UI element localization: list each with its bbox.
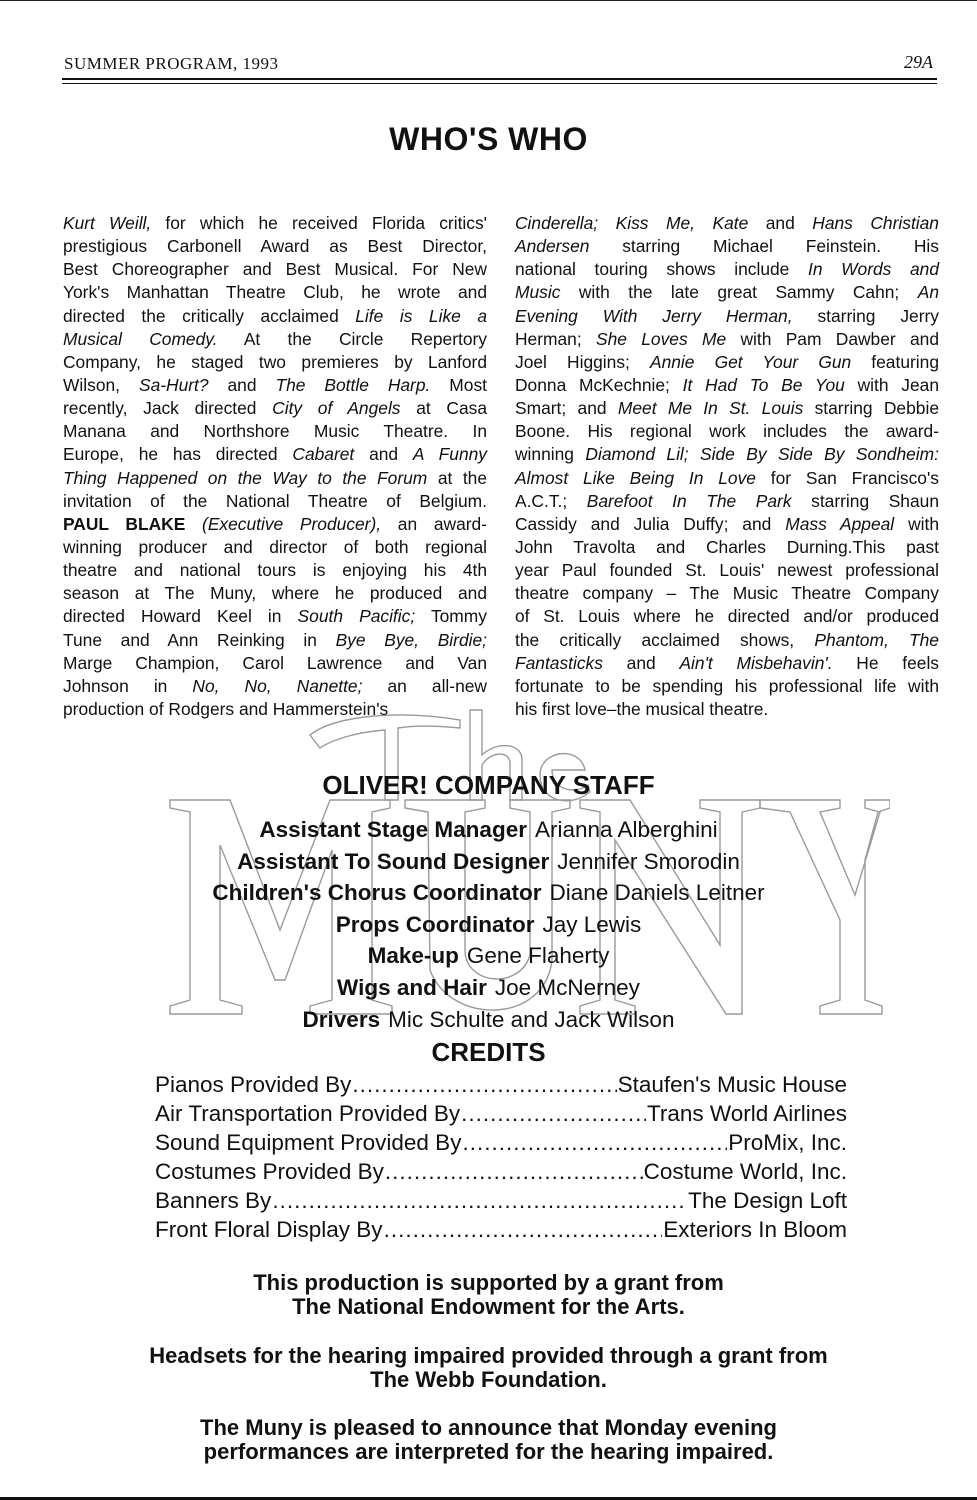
text-line (515, 536, 939, 559)
text-line (515, 305, 939, 328)
show-title: Hans Christian (812, 213, 939, 233)
text-run: Donna McKechnie; (515, 374, 683, 395)
show-title: Kurt Weill, (63, 213, 152, 233)
bio-column-left (63, 212, 487, 721)
credit-label: Air Transportation Provided By (155, 1101, 461, 1127)
text-run: Tommy (415, 606, 487, 627)
show-title: A Funny (412, 444, 487, 465)
text-line (63, 582, 487, 605)
staff-person: Jennifer Smorodin (557, 848, 740, 874)
text-run: an award- (381, 513, 487, 534)
staff-role: Children's Chorus Coordinator (212, 880, 542, 906)
show-title: City of Angels (272, 398, 401, 419)
webb-foundation-note (0, 1344, 977, 1391)
dot-leader (385, 1157, 643, 1186)
note-line: The National Endowment for the Arts. (292, 1293, 685, 1319)
staff-person: Joe McNerney (494, 974, 640, 1000)
show-title: Evening With Jerry Herman, (515, 305, 793, 326)
scan-edge-top (0, 0, 977, 1)
text-line (63, 351, 487, 374)
text-line (63, 629, 487, 652)
text-run: the critically acclaimed shows, (515, 629, 815, 650)
text-run: season at The Muny, where he produced and (63, 583, 487, 604)
text-run: John Travolta and Charles Durning.This past (515, 536, 939, 557)
note-line: The Muny is pleased to announce that Monday evening (200, 1415, 777, 1440)
note-line: This production is supported by a grant from (253, 1270, 724, 1295)
text-run: A.C.T.; (515, 490, 587, 511)
text-run: starring Jerry (792, 305, 939, 326)
text-run: theatre company – The Music Theatre Company (515, 583, 939, 604)
text-run: production of Rodgers and Hammerstein's (63, 698, 389, 719)
staff-person: Diane Daniels Leitner (549, 880, 765, 906)
show-title: No, No, Nanette; (192, 675, 363, 696)
text-line (515, 559, 939, 582)
text-run: an all-new (362, 675, 487, 696)
show-title: She Loves Me (596, 328, 727, 349)
text-run: and (748, 213, 813, 233)
text-line (63, 698, 487, 721)
text-line (63, 536, 487, 559)
show-title: Sa-Hurt? (138, 374, 209, 395)
staff-row (0, 909, 977, 941)
text-run: at the (427, 467, 488, 488)
credit-row (155, 1070, 847, 1099)
show-title: Thing Happened on the Way to the Forum (63, 467, 428, 488)
header-rule-thin (62, 83, 937, 84)
text-run: for which he received Florida critics' (151, 213, 487, 233)
text-line (63, 420, 487, 443)
text-run: fortunate to be spending his professional life with (515, 675, 939, 696)
hearing-impaired-note (0, 1416, 977, 1463)
text-line (515, 513, 939, 536)
text-line (515, 351, 939, 374)
show-title: Fantasticks (515, 652, 603, 673)
staff-role: Make-up (367, 943, 459, 969)
dot-leader (352, 1070, 616, 1099)
text-line (63, 328, 487, 351)
credit-label: Pianos Provided By (155, 1072, 352, 1097)
text-run: Joel Higgins; (515, 351, 650, 372)
text-line (515, 605, 939, 628)
text-line (515, 675, 939, 698)
page-number: 29A (904, 52, 933, 72)
text-line (515, 235, 939, 258)
staff-row (0, 940, 977, 972)
show-title: In Words and (807, 259, 939, 280)
text-line (63, 467, 487, 490)
text-run: Marge Champion, Carol Lawrence and Van (63, 652, 487, 673)
text-line (515, 212, 939, 235)
note-line: performances are interpreted for the hearing impaired. (203, 1438, 774, 1464)
staff-person: Jay Lewis (542, 911, 642, 937)
dot-leader (272, 1186, 687, 1215)
staff-role: Drivers (302, 1006, 381, 1032)
staff-row (0, 814, 977, 846)
credit-value: The Design Loft (688, 1188, 847, 1214)
dot-leader (461, 1099, 646, 1128)
text-line (63, 281, 487, 304)
text-run: his first love–the musical theatre. (515, 698, 769, 719)
text-line (515, 374, 939, 397)
staff-row (0, 846, 977, 878)
credit-row (155, 1128, 847, 1157)
staff-role: Assistant Stage Manager (259, 817, 527, 842)
text-run: Herman; (515, 328, 596, 349)
show-title: Cinderella; Kiss Me, Kate (515, 213, 749, 233)
credit-label: Costumes Provided By (155, 1159, 384, 1185)
text-line (515, 582, 939, 605)
text-run: starring Shaun (791, 490, 939, 511)
text-run (185, 514, 202, 534)
credit-label: Banners By (155, 1188, 272, 1214)
credit-row (155, 1186, 847, 1215)
text-line (515, 328, 939, 351)
header-rule (62, 78, 937, 80)
text-run: starring Debbie (803, 398, 939, 419)
text-run: recently, Jack directed (63, 398, 273, 419)
credits-heading: CREDITS (431, 1037, 546, 1067)
staff-heading: OLIVER! COMPANY STAFF (322, 770, 655, 800)
show-title: It Had To Be You (682, 374, 845, 395)
text-run: and (208, 374, 276, 395)
text-run: for San Francisco's (755, 467, 939, 488)
text-line (63, 235, 487, 258)
dot-leader (384, 1215, 663, 1244)
text-run: with Jean (844, 374, 939, 395)
text-run: year Paul founded St. Louis' newest professional (515, 560, 939, 581)
text-run: invitation of the National Theatre of Belgium. (63, 490, 487, 511)
note-line: The Webb Foundation. (370, 1366, 607, 1392)
credit-value: Staufen's Music House (617, 1072, 847, 1097)
text-run: Johnson in (63, 675, 193, 696)
text-line (63, 652, 487, 675)
text-line (515, 420, 939, 443)
text-run: prestigious Carbonell Award as Best Director, (63, 236, 487, 257)
credit-value: Exteriors In Bloom (663, 1217, 847, 1243)
text-line (515, 698, 939, 721)
text-line (63, 490, 487, 513)
show-title: An (917, 282, 939, 303)
show-title: Meet Me In St. Louis (617, 398, 804, 419)
text-run: Europe, he has directed (63, 444, 293, 465)
text-line (63, 258, 487, 281)
credit-value: Trans World Airlines (646, 1101, 847, 1127)
text-run: Most (430, 374, 487, 395)
text-run: with (894, 513, 939, 534)
note-line: Headsets for the hearing impaired provided through a grant from (149, 1343, 828, 1368)
text-line (515, 629, 939, 652)
dot-leader (462, 1128, 727, 1157)
credit-label: Sound Equipment Provided By (155, 1130, 462, 1156)
text-run: Boone. His regional work includes the award- (515, 421, 939, 442)
text-run: theatre and national tours is enjoying his 4th (63, 560, 487, 581)
page-title: WHO'S WHO (389, 121, 588, 157)
show-title: Andersen (515, 236, 590, 257)
text-run: Smart; and (515, 398, 618, 419)
text-line (63, 212, 487, 235)
show-title: Annie Get Your Gun (649, 351, 852, 372)
text-run: featuring (851, 351, 939, 372)
credit-row (155, 1157, 847, 1186)
show-title: Almost Like Being In Love (515, 467, 756, 488)
text-line (515, 467, 939, 490)
staff-role: Wigs and Hair (337, 974, 487, 1000)
credits-list (155, 1070, 847, 1245)
text-run: and (354, 444, 413, 465)
running-head (64, 54, 933, 80)
text-run: Cassidy and Julia Duffy; and (515, 513, 786, 534)
show-title: Musical Comedy. (63, 328, 218, 349)
text-line (63, 374, 487, 397)
staff-person: Arianna Alberghini (534, 817, 718, 842)
bio-column-right (515, 212, 939, 721)
staff-role: Props Coordinator (335, 911, 535, 937)
show-title: Phantom, The (814, 629, 939, 650)
staff-person: Mic Schulte and Jack Wilson (388, 1006, 675, 1032)
show-title: Ain't Misbehavin'. (679, 652, 833, 673)
text-run: of St. Louis where he directed and/or produced (515, 606, 939, 627)
text-line (63, 443, 487, 466)
person-name: PAUL BLAKE (63, 513, 186, 534)
show-title: Bye Bye, Birdie; (335, 629, 487, 650)
show-title: Life is Like a (355, 305, 488, 326)
text-line (515, 443, 939, 466)
text-run: with Pam Dawber and (726, 328, 940, 349)
text-line (63, 513, 487, 536)
show-title: Music (515, 282, 561, 303)
show-title: Diamond Lil; Side By Side By Sondheim: (585, 444, 939, 465)
show-title: South Pacific; (297, 606, 416, 627)
text-run: directed Howard Keel in (63, 606, 298, 627)
credit-value: ProMix, Inc. (728, 1130, 847, 1156)
text-run: winning (515, 444, 586, 465)
show-title: (Executive Producer), (202, 513, 382, 534)
show-title: The Bottle Harp. (275, 374, 431, 395)
text-line (515, 258, 939, 281)
text-run: York's Manhattan Theatre Club, he wrote and (63, 282, 487, 303)
text-line (515, 397, 939, 420)
credit-row (155, 1099, 847, 1128)
text-run: at Casa (400, 398, 487, 419)
text-run: directed the critically acclaimed (63, 305, 356, 326)
text-run: Tune and Ann Reinking in (63, 629, 336, 650)
text-run: Company, he staged two premieres by Lanford (63, 351, 487, 372)
credit-label: Front Floral Display By (155, 1217, 383, 1243)
show-title: Mass Appeal (785, 513, 895, 534)
text-line (63, 675, 487, 698)
text-run: starring Michael Feinstein. His (589, 236, 939, 257)
text-run: Wilson, (63, 374, 139, 395)
credit-row (155, 1215, 847, 1244)
text-run: winning producer and director of both regional (63, 536, 487, 557)
credit-value: Costume World, Inc. (643, 1159, 847, 1185)
text-line (63, 559, 487, 582)
text-run: He feels (832, 652, 940, 673)
text-run: At the Circle Repertory (217, 328, 488, 349)
show-title: Cabaret (292, 444, 355, 465)
text-line (515, 490, 939, 513)
show-title: Barefoot In The Park (586, 490, 792, 511)
staff-row (0, 877, 977, 909)
staff-row (0, 972, 977, 1004)
text-line (63, 305, 487, 328)
staff-row (0, 1004, 977, 1036)
staff-role: Assistant To Sound Designer (237, 848, 550, 874)
text-line (515, 281, 939, 304)
text-run: national touring shows include (515, 259, 808, 280)
nea-grant-note (0, 1271, 977, 1318)
text-line (515, 652, 939, 675)
text-line (63, 605, 487, 628)
text-run: and (602, 652, 680, 673)
text-run: Manana and Northshore Music Theatre. In (63, 421, 487, 442)
text-run: Best Choreographer and Best Musical. For New (63, 259, 487, 280)
program-name: SUMMER PROGRAM, 1993 (64, 54, 279, 73)
text-line (63, 397, 487, 420)
text-run: with the late great Sammy Cahn; (560, 282, 918, 303)
staff-person: Gene Flaherty (466, 943, 610, 969)
staff-list (0, 814, 977, 1035)
